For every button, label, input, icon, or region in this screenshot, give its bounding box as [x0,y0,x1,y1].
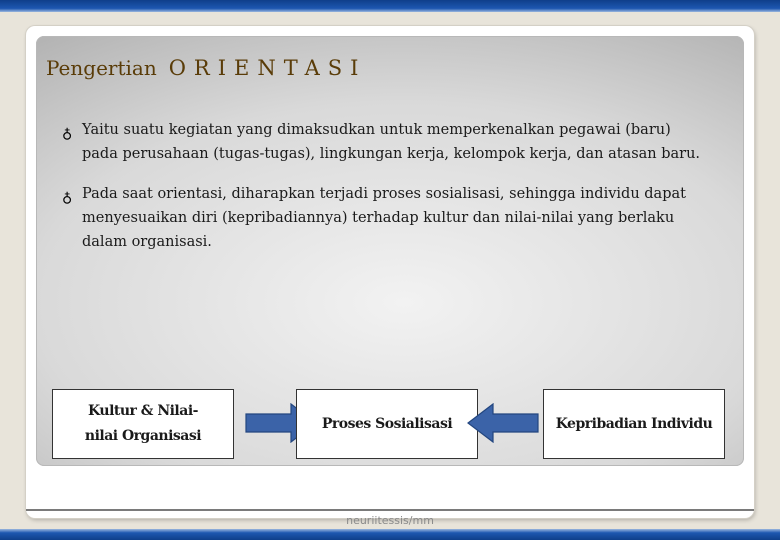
slide-title [46,45,366,83]
top-color-band [0,0,780,12]
diagram-box-personality [543,389,725,459]
title-word-orientasi: ORIENTASI [168,56,367,80]
bullet-paragraph [60,118,710,166]
bottom-color-band [0,529,780,540]
arrow-left-icon [467,403,539,443]
diagram-box-label: Kultur & Nilai-nilai Organisasi [84,403,202,444]
footer-text: neuriitessis/mm [346,514,434,527]
cycle-bullet-icon: ♁ [62,190,73,206]
title-word-pengertian: Pengertian [46,56,157,80]
bullet-text: Pada saat orientasi, diharapkan terjadi proses sosialisasi, sehingga individu dapat menyesuaikan diri (kepribadiannya) terhadap kultur dan nilai-nilai yang berlaku dalam organisasi. [82,186,686,250]
diagram-box-culture [52,389,234,459]
diagram-box-label: Kepribadian Individu [555,415,713,432]
footer-divider [26,509,754,511]
cycle-bullet-icon: ♁ [62,126,73,142]
diagram-box-socialization [296,389,478,459]
diagram-box-label: Proses Sosialisasi [321,415,453,432]
bullet-text: Yaitu suatu kegiatan yang dimaksudkan untuk memperkenalkan pegawai (baru) pada perusahaan (tugas-tugas), lingkungan kerja, kelompok kerja, dan atasan baru. [82,122,701,162]
bullet-paragraph [60,182,710,254]
